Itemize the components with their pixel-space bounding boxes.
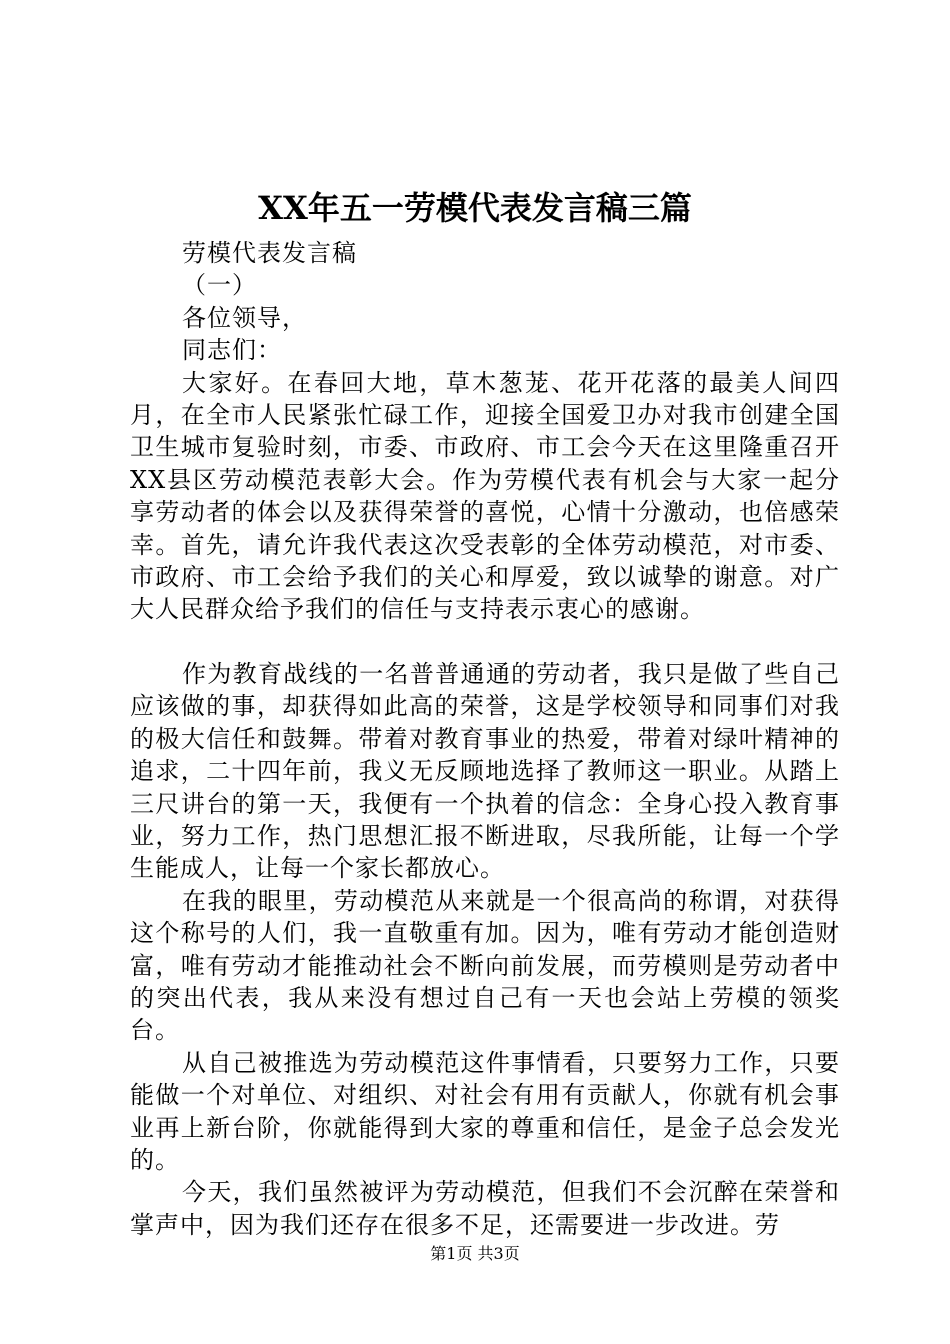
paragraph-education: 作为教育战线的一名普普通通的劳动者，我只是做了些自己应该做的事，却获得如此高的荣誉，这是学校领导和同事们对我的极大信任和鼓舞。带着对教育事业的热爱，带着对绿叶精神的追求，二十四年前，我义无反顾地选择了教师这一职业。从踏上三尺讲台的第一天，我便有一个执着的信念：全身心投入教育事业，努力工作，热门思想汇报不断进取，尽我所能，让每一个学生能成人，让每一个家长都放心。 bbox=[130, 659, 840, 883]
speech-heading: 劳模代表发言稿 bbox=[182, 239, 357, 267]
section-number: （一） bbox=[182, 271, 257, 300]
paragraph-model-worker: 在我的眼里，劳动模范从来就是一个很高尚的称谓，对获得这个称号的人们，我一直敬重有加。因为，唯有劳动才能创造财富，唯有劳动才能推动社会不断向前发展，而劳模则是劳动者中的突出代表，我从来没有想过自己有一天也会站上劳模的领奖台。 bbox=[130, 886, 840, 1045]
paragraph-today: 今天，我们虽然被评为劳动模范，但我们不会沉醉在荣誉和掌声中，因为我们还存在很多不足，还需要进一步改进。劳 bbox=[130, 1178, 840, 1239]
paragraph-opening: 大家好。在春回大地，草木葱茏、花开花落的最美人间四月，在全市人民紧张忙碌工作，迎接全国爱卫办对我市创建全国卫生城市复验时刻，市委、市政府、市工会今天在这里隆重召开XX县区劳动模范表彰大会。作为劳模代表有机会与大家一起分享劳动者的体会以及获得荣誉的喜悦，心情十分激动，也倍感荣幸。首先，请允许我代表这次受表彰的全体劳动模范，对市委、市政府、市工会给予我们的关心和厚爱，致以诚挚的谢意。对广大人民群众给予我们的信任与支持表示衷心的感谢。 bbox=[130, 368, 840, 624]
document-body bbox=[130, 237, 840, 1241]
paragraph-selection: 从自己被推选为劳动模范这件事情看，只要努力工作，只要能做一个对单位、对组织、对社会有用有贡献人，你就有机会事业再上新台阶，你就能得到大家的尊重和信任，是金子总会发光的。 bbox=[130, 1048, 840, 1174]
salutation-comrades: 同志们： bbox=[182, 336, 282, 365]
document-title: XX年五一劳模代表发言稿三篇 bbox=[258, 189, 692, 227]
salutation-leaders: 各位领导， bbox=[182, 303, 307, 332]
page-footer: 第1页 共3页 bbox=[430, 1244, 520, 1263]
